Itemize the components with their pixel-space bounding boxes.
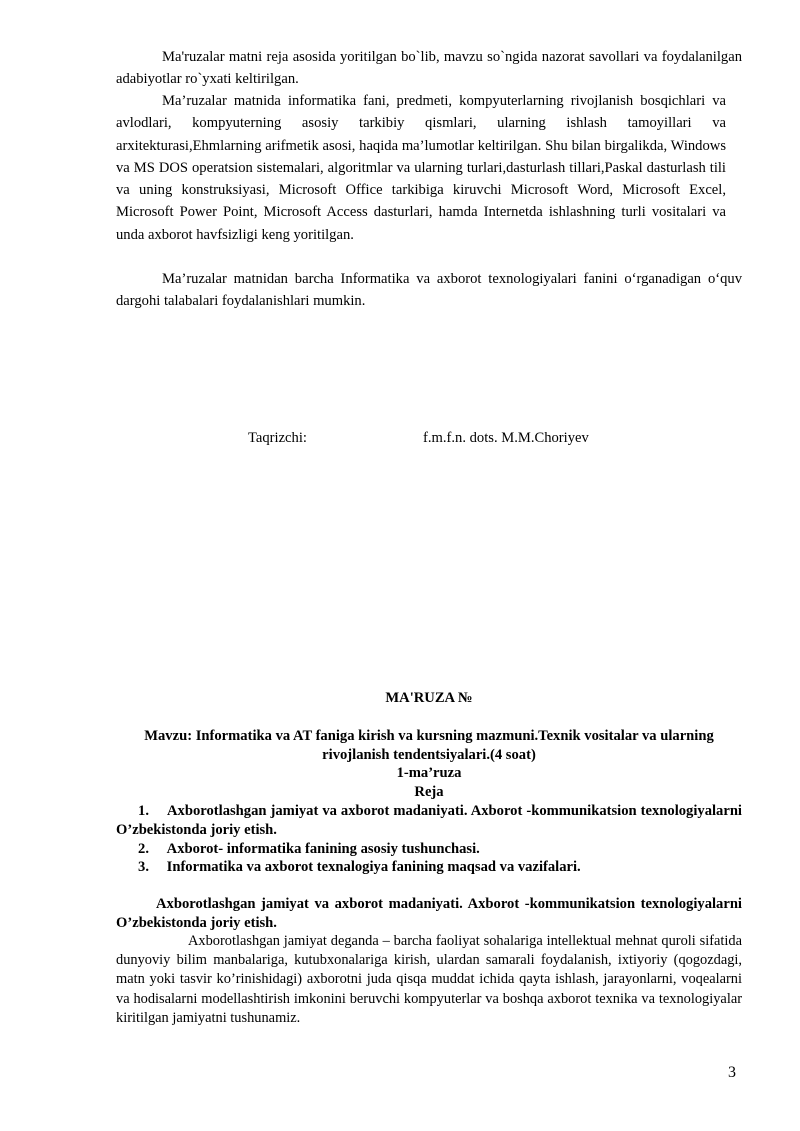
plan-item-number: 2. [138,841,149,857]
plan-item-text: Informatika va axborot texnalogiya fanining maqsad va vazifalari. [166,859,581,875]
plan-item-2 [116,840,742,859]
reviewer-name: f.m.f.n. dots. M.M.Choriyev [423,430,589,446]
intro-paragraph-3: Ma’ruzalar matnidan barcha Informatika va axborot texnologiyalari fanini o‘rganadigan o‘quv dargohi talabalari foydalanishlari mumkin. [116,271,742,310]
section-heading: Axborotlashgan jamiyat va axborot madaniyati. Axborot -kommunikatsion texnologiyalarni O’zbekistonda joriy etish. [116,896,742,931]
plan-item-text: Axborotlashgan jamiyat va axborot madaniyati. Axborot -kommunikatsion texnologiyalarni O’zbekistonda joriy etish. [116,803,742,838]
section-body: Axborotlashgan jamiyat deganda – barcha faoliyat sohalariga intellektual mehnat quroli sifatida dunyoviy bilim manbalariga, kutubxonalariga kirish, ulardan samarali foydalanish, ixtiyoriy (qogozdagi, matn yoki tasvir ko’rinishidagi) axborotni juda qisqa muddat ichida qayta ishlash, jarayonlarni, voqealarni va hodisalarni modellashtirish imkonini beruvchi kompyuterlar va boshqa axborot texnika va texnologiyalar kiritilgan jamiyatni tushunamiz. [116,933,742,1026]
intro-paragraph-2: Ma’ruzalar matnida informatika fani, predmeti, kompyuterlarning rivojlanish bosqichlari va avlodlari, kompyuterning asosiy tarkibiy qismlari, ularning ishlash tamoyillari va arxitekturasi,Ehmlarning arifmetik asosi, haqida ma’lumotlar keltirilgan. Shu bilan birgalikda, Windows va MS DOS operatsion sistemalari, algoritmlar va ularning turlari,dasturlash tillari,Paskal dasturlash tili va uning konstruksiyasi, Microsoft Office tarkibiga kiruvchi Microsoft Word, Microsoft Excel, Microsoft Power Point, Microsoft Access dasturlari, hamda Internetda ishlashning turli vositalari va unda axborot havfsizligi keng yoritilgan. [116,93,726,243]
plan-item-text: Axborot- informatika fanining asosiy tushunchasi. [166,841,480,857]
plan-title: Reja [414,784,444,800]
plan-item-3 [116,858,742,877]
lecture-topic: Mavzu: Informatika va AT faniga kirish va kursning mazmuni.Texnik vositalar va ularning rivojlanish tendentsiyalari.(4 soat) [144,728,714,763]
plan-item-1 [116,802,742,840]
intro-paragraph-1: Ma'ruzalar matni reja asosida yoritilgan bo`lib, mavzu so`ngida nazorat savollari va foydalanilgan adabiyotlar ro`yxati keltirilgan. [116,49,742,88]
reviewer-label: Taqrizchi: [248,430,307,446]
plan-item-number: 3. [138,859,149,875]
plan-item-number: 1. [138,803,149,819]
lecture-number: 1-ma’ruza [396,765,462,781]
lecture-heading: MA'RUZA № [385,690,473,706]
page-number: 3 [728,1064,736,1081]
